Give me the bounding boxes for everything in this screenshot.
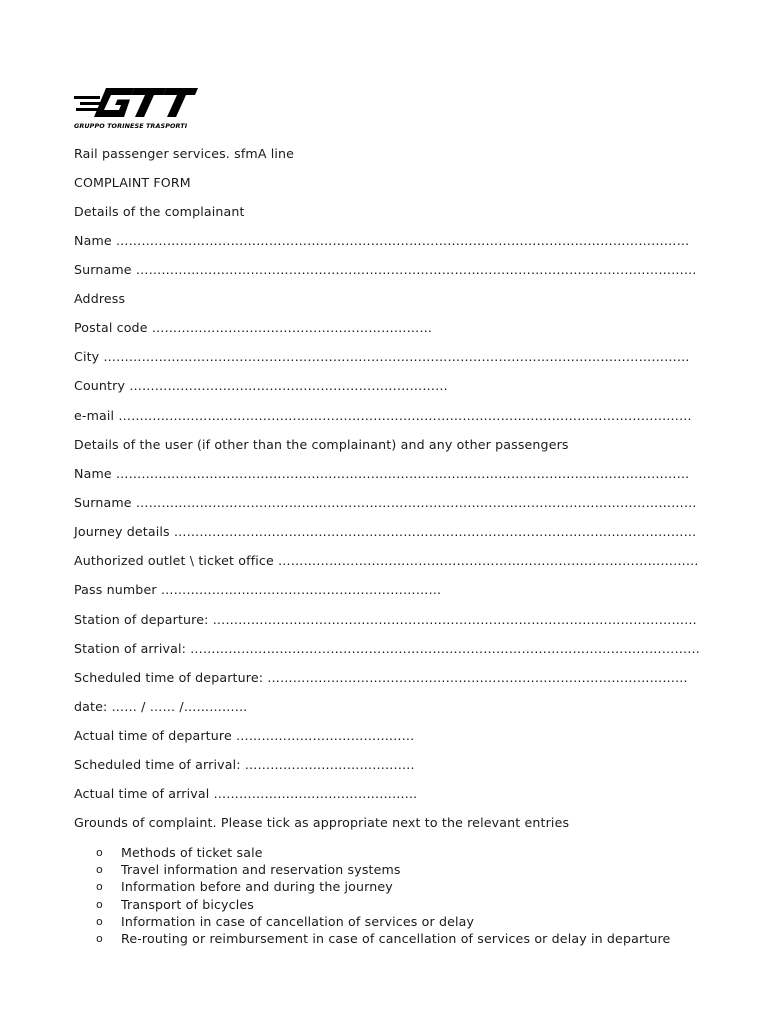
gtt-logo-brand: GTT: [74, 84, 76, 85]
field-address[interactable]: Address: [74, 291, 126, 306]
field-scheduled-arrival[interactable]: Scheduled time of arrival: ………………………………….: [74, 757, 415, 772]
field-surname[interactable]: Surname ……………………………………………………………………………………………………………………: [74, 262, 697, 277]
section-heading-complainant: Details of the complainant: [74, 204, 245, 219]
gtt-logo: [74, 84, 198, 134]
field-ticket-office[interactable]: Authorized outlet \ ticket office ………………………………………………………………………………………: [74, 553, 699, 568]
field-station-departure[interactable]: Station of departure: ……………………………………………………………………………………………………: [74, 612, 697, 627]
checkbox-circle-icon[interactable]: o: [96, 880, 103, 894]
checkbox-circle-icon[interactable]: o: [96, 914, 103, 928]
checkbox-circle-icon[interactable]: o: [96, 931, 103, 945]
field-email[interactable]: e-mail ………………………………………………………………………………………………………………………: [74, 408, 692, 423]
list-item-label: Information in case of cancellation of services or delay: [121, 913, 475, 929]
field-city[interactable]: City …………………………………………………………………………………………………………………………: [74, 349, 690, 364]
gtt-logo-icon: [74, 84, 198, 122]
field-user-surname[interactable]: Surname ……………………………………………………………………………………………………………………: [74, 495, 697, 510]
field-station-arrival[interactable]: Station of arrival: …………………………………………………………………………………………………………: [74, 641, 700, 656]
list-item-label: Methods of ticket sale: [121, 845, 263, 860]
form-title: COMPLAINT FORM: [74, 175, 191, 190]
field-actual-arrival[interactable]: Actual time of arrival …………………………………………: [74, 786, 418, 801]
field-date[interactable]: date: …… / …… /……………: [74, 699, 248, 714]
field-postal-code[interactable]: Postal code …………………………………………………………: [74, 320, 433, 335]
field-name[interactable]: Name ………………………………………………………………………………………………………………………: [74, 233, 690, 248]
section-heading-user: Details of the user (if other than the complainant) and any other passengers: [74, 437, 569, 452]
form-subtitle: Rail passenger services. sfmA line: [74, 146, 295, 161]
list-item-label: Transport of bicycles: [121, 896, 254, 912]
field-pass-number[interactable]: Pass number …………………………………………………………: [74, 582, 442, 597]
logo-caption: GRUPPO TORINESE TRASPORTI: [74, 122, 188, 130]
section-heading-grounds: Grounds of complaint. Please tick as appropriate next to the relevant entries: [74, 815, 570, 830]
field-country[interactable]: Country …………………………………………………………………: [74, 378, 448, 393]
field-journey-details[interactable]: Journey details ……………………………………………………………………………………………………………: [74, 524, 697, 539]
list-item-label: Re-routing or reimbursement in case of cancellation of services or delay in departure: [121, 930, 671, 946]
checkbox-circle-icon[interactable]: o: [96, 897, 103, 911]
field-actual-departure[interactable]: Actual time of departure ……………………………………: [74, 728, 415, 743]
field-user-name[interactable]: Name ………………………………………………………………………………………………………………………: [74, 466, 690, 481]
field-scheduled-departure[interactable]: Scheduled time of departure: ………………………………………………………………………………………: [74, 670, 688, 685]
list-item-label: Travel information and reservation systems: [121, 862, 401, 878]
checkbox-circle-icon[interactable]: o: [96, 863, 103, 877]
checkbox-circle-icon[interactable]: o: [96, 846, 103, 859]
list-item-label: Information before and during the journey: [121, 879, 393, 895]
